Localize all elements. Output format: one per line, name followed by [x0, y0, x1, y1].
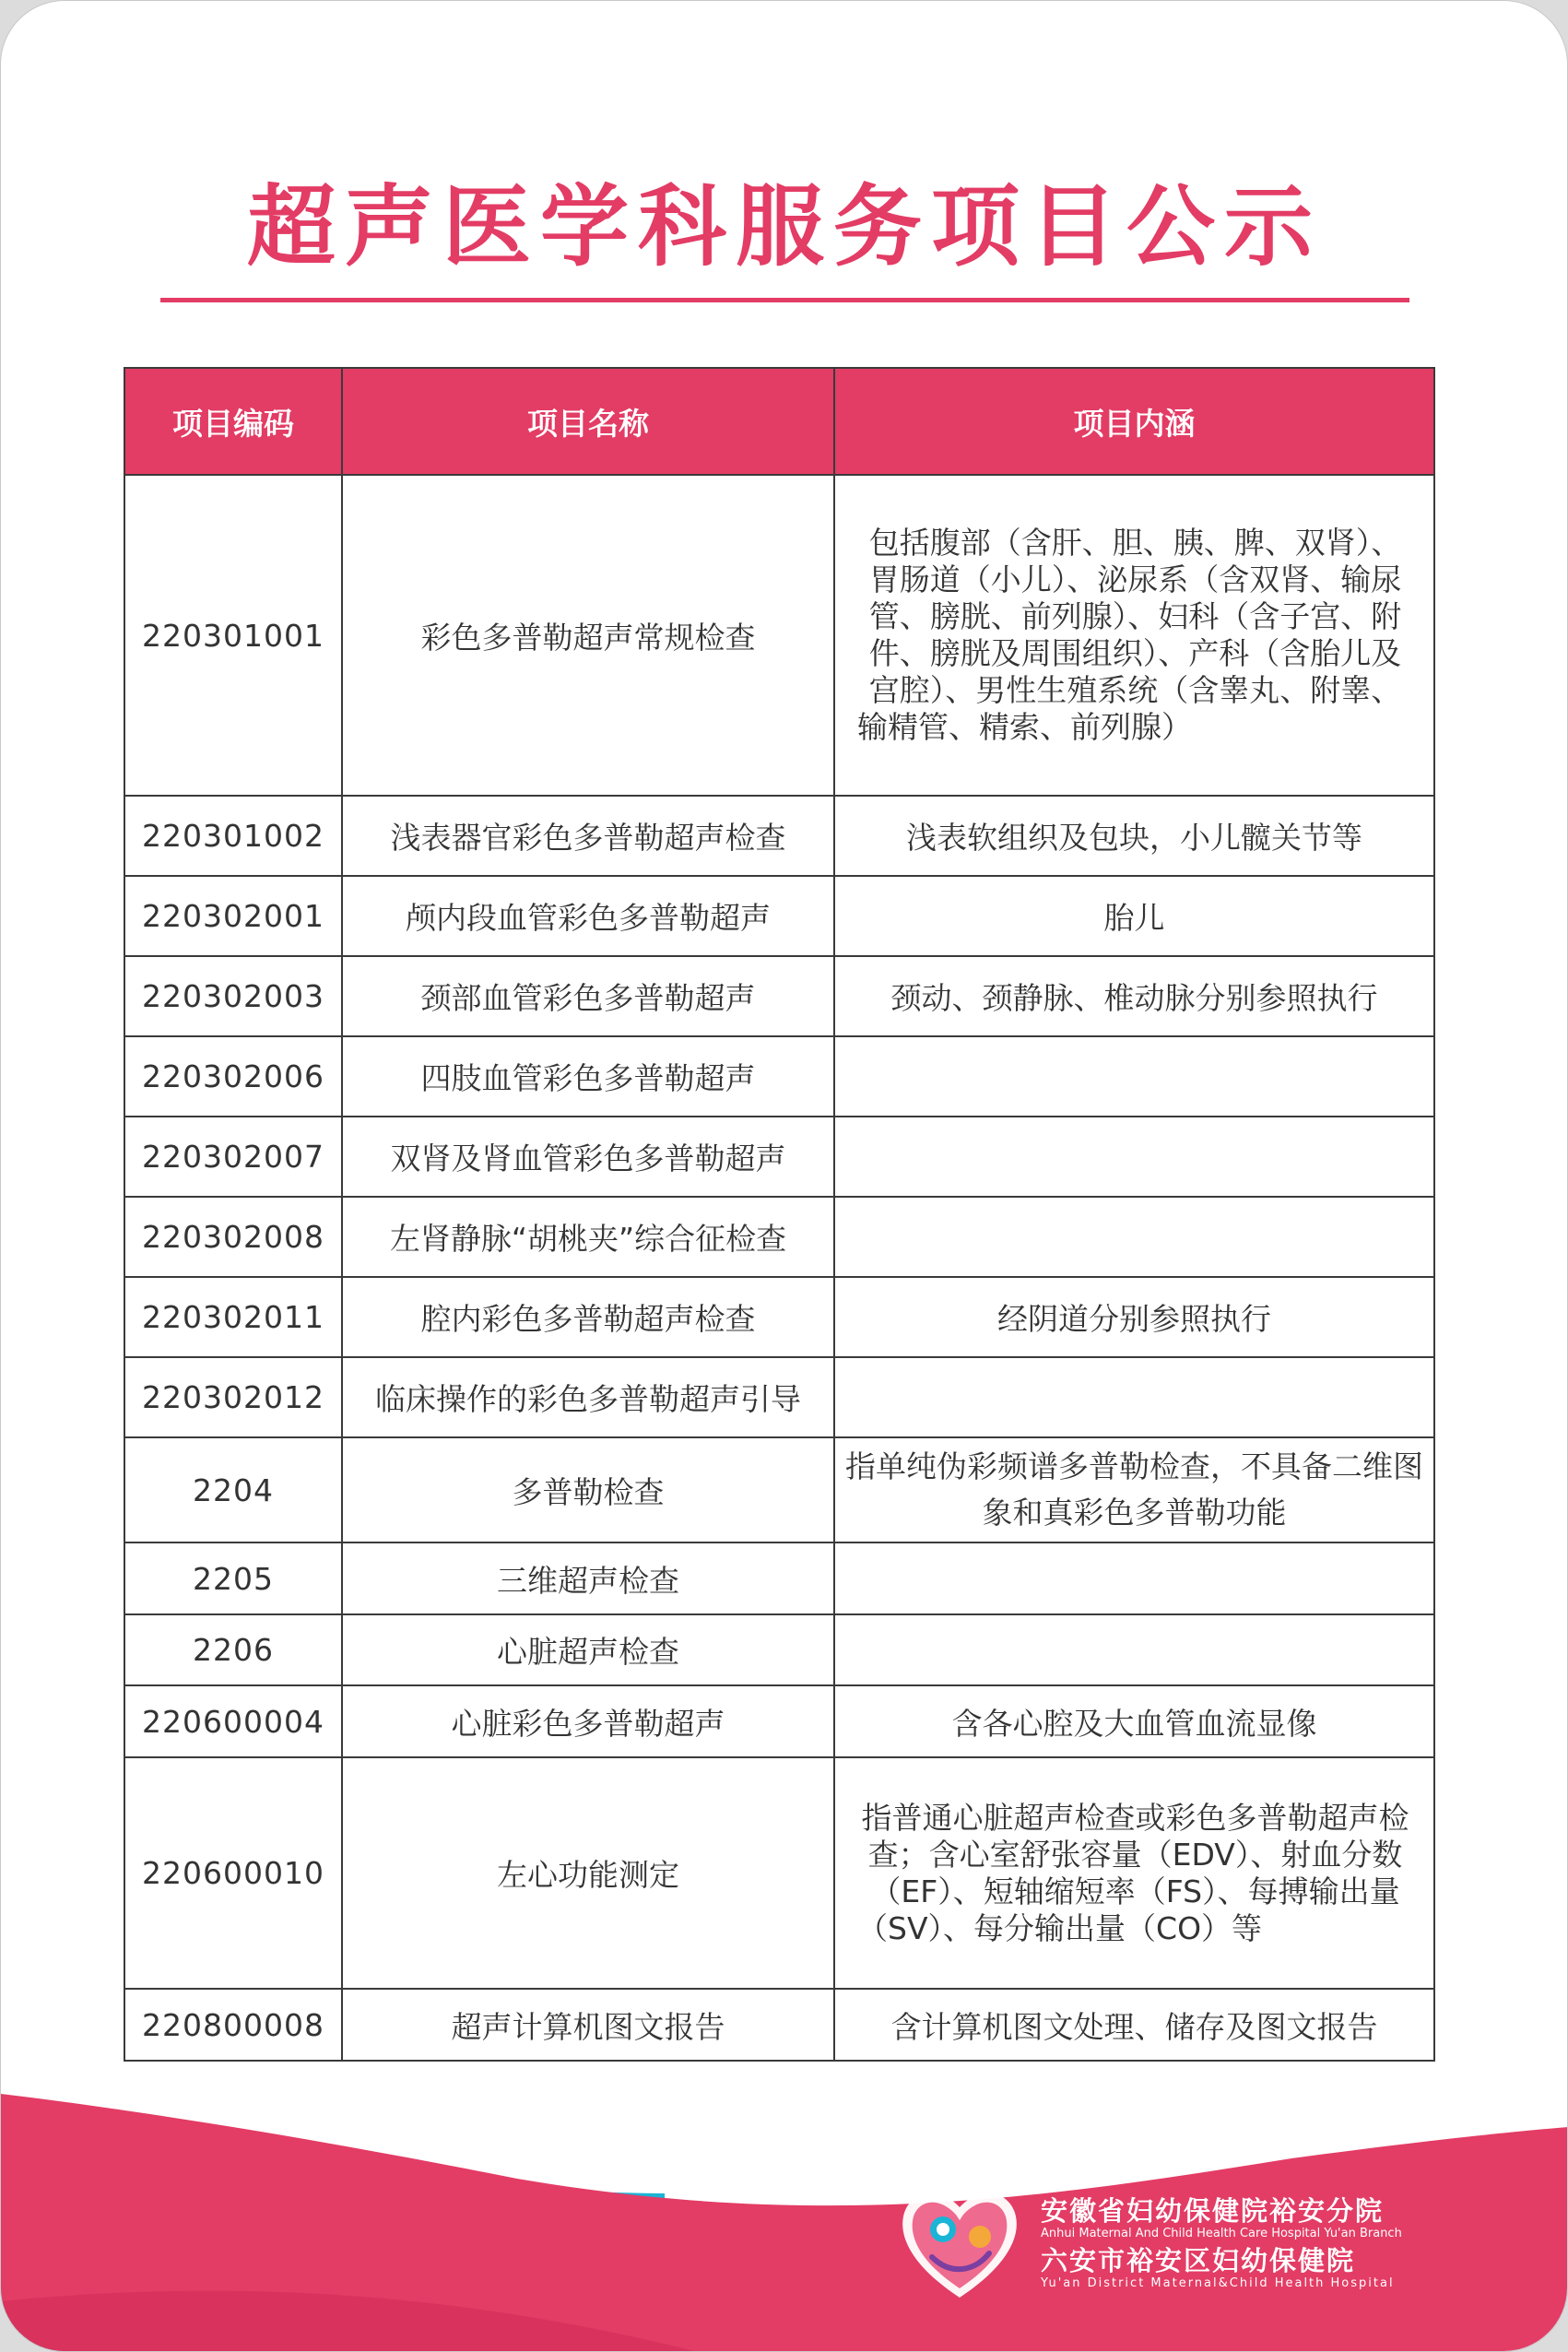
item-name: 超声计算机图文报告	[342, 1989, 834, 2061]
item-code: 220302012	[124, 1357, 342, 1437]
table-row	[124, 876, 1434, 956]
item-code: 2204	[124, 1437, 342, 1542]
table-row	[124, 1685, 1434, 1757]
item-name: 腔内彩色多普勒超声检查	[342, 1277, 834, 1357]
hospital-name-cn-2: 六安市裕安区妇幼保健院	[1041, 2245, 1356, 2276]
item-code: 2206	[124, 1614, 342, 1685]
item-code: 220302011	[124, 1277, 342, 1357]
item-code: 220800008	[124, 1989, 342, 2061]
item-desc: 胎儿	[834, 876, 1434, 956]
item-code: 220302006	[124, 1036, 342, 1117]
item-desc	[834, 1542, 1434, 1614]
table-row	[124, 1542, 1434, 1614]
table-row	[124, 1117, 1434, 1197]
item-name: 心脏彩色多普勒超声	[342, 1685, 834, 1757]
item-code: 220302003	[124, 956, 342, 1036]
item-code: 220302008	[124, 1197, 342, 1277]
table-row	[124, 1357, 1434, 1437]
item-name: 多普勒检查	[342, 1437, 834, 1542]
item-name: 临床操作的彩色多普勒超声引导	[342, 1357, 834, 1437]
table-row	[124, 1036, 1434, 1117]
title-underline	[160, 298, 1409, 302]
hospital-name-en-1: Anhui Maternal And Child Health Care Hospital Yu'an Branch	[1041, 2227, 1402, 2240]
table-row	[124, 1437, 1434, 1542]
table-row	[124, 1989, 1434, 2061]
table-header-row	[124, 368, 1434, 475]
item-desc: 含各心腔及大血管血流显像	[834, 1685, 1434, 1757]
header-name: 项目名称	[342, 368, 834, 475]
table-row	[124, 1614, 1434, 1685]
table-row	[124, 1277, 1434, 1357]
item-code: 220600004	[124, 1685, 342, 1757]
item-desc: 包括腹部（含肝、胆、胰、脾、双肾）、胃肠道（小儿）、泌尿系（含双肾、输尿管、膀胱、前列腺）、妇科（含子宫、附件、膀胱及周围组织）、产科（含胎儿及宫腔）、男性生殖系统（含睾丸、附睾、输精管、精索、前列腺）	[834, 475, 1434, 796]
hospital-name-block	[1041, 2195, 1465, 2291]
item-desc	[834, 1357, 1434, 1437]
item-name: 三维超声检查	[342, 1542, 834, 1614]
item-desc: 浅表软组织及包块，小儿髋关节等	[834, 796, 1434, 876]
item-code: 220301001	[124, 475, 342, 796]
item-code: 2205	[124, 1542, 342, 1614]
item-desc: 经阴道分别参照执行	[834, 1277, 1434, 1357]
item-code: 220600010	[124, 1757, 342, 1989]
item-code: 220302001	[124, 876, 342, 956]
hospital-name-en-2: Yu'an District Maternal&Child Health Hospital	[1041, 2276, 1395, 2290]
item-desc: 含计算机图文处理、储存及图文报告	[834, 1989, 1434, 2061]
services-table	[124, 367, 1435, 2062]
table-row	[124, 1757, 1434, 1989]
page-title: 超声医学科服务项目公示	[247, 175, 1322, 278]
item-name: 左肾静脉“胡桃夹”综合征检查	[342, 1197, 834, 1277]
item-desc	[834, 1197, 1434, 1277]
item-desc: 指单纯伪彩频谱多普勒检查，不具备二维图象和真彩色多普勒功能	[834, 1437, 1434, 1542]
table-row	[124, 475, 1434, 796]
item-name: 四肢血管彩色多普勒超声	[342, 1036, 834, 1117]
item-desc: 颈动、颈静脉、椎动脉分别参照执行	[834, 956, 1434, 1036]
item-desc	[834, 1117, 1434, 1197]
item-desc	[834, 1614, 1434, 1685]
table-row	[124, 796, 1434, 876]
header-desc: 项目内涵	[834, 368, 1434, 475]
item-name: 彩色多普勒超声常规检查	[342, 475, 834, 796]
item-desc	[834, 1036, 1434, 1117]
item-code: 220301002	[124, 796, 342, 876]
table-row	[124, 1197, 1434, 1277]
table-row	[124, 956, 1434, 1036]
item-name: 颅内段血管彩色多普勒超声	[342, 876, 834, 956]
hospital-logo-icon	[895, 2180, 1024, 2304]
item-name: 左心功能测定	[342, 1757, 834, 1989]
item-name: 浅表器官彩色多普勒超声检查	[342, 796, 834, 876]
hospital-name-cn-1: 安徽省妇幼保健院裕安分院	[1041, 2195, 1385, 2227]
item-code: 220302007	[124, 1117, 342, 1197]
item-name: 双肾及肾血管彩色多普勒超声	[342, 1117, 834, 1197]
item-name: 颈部血管彩色多普勒超声	[342, 956, 834, 1036]
header-code: 项目编码	[124, 368, 342, 475]
item-name: 心脏超声检查	[342, 1614, 834, 1685]
item-desc: 指普通心脏超声检查或彩色多普勒超声检查；含心室舒张容量（EDV）、射血分数（EF）、短轴缩短率（FS）、每搏输出量（SV）、每分输出量（CO）等	[834, 1757, 1434, 1989]
